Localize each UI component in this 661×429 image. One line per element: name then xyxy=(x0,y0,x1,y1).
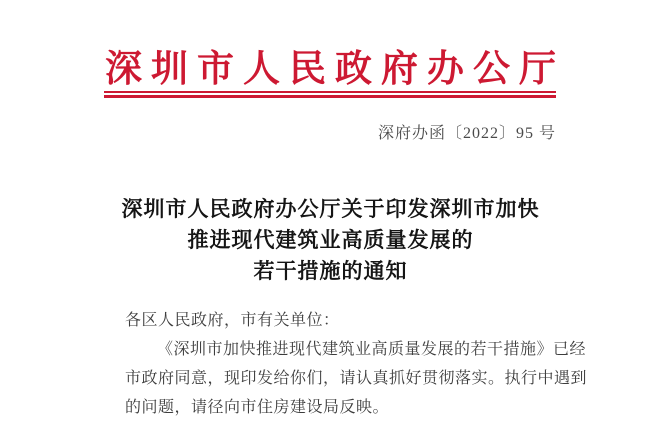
body-line: 市政府同意，现印发给你们，请认真抓好贯彻落实。执行中遇到 xyxy=(125,370,588,387)
doc-number: 深府办函〔2022〕95 号 xyxy=(377,125,556,142)
body-line: 《深圳市加快推进现代建筑业高质量发展的若干措施》已经 xyxy=(157,341,587,358)
body-paragraphs xyxy=(125,306,587,422)
document-title xyxy=(0,194,661,287)
title-line-2: 推进现代建筑业高质量发展的 xyxy=(187,228,474,252)
title-line-1: 深圳市人民政府办公厅关于印发深圳市加快 xyxy=(121,197,540,221)
body-line: 的问题，请径向市住房建设局反映。 xyxy=(125,399,390,416)
red-separator-line xyxy=(104,91,556,98)
salutation-line: 各区人民政府，市有关单位： xyxy=(125,312,340,329)
org-header-title: 深圳市人民政府办公厅 xyxy=(105,49,565,90)
title-line-3: 若干措施的通知 xyxy=(253,259,408,283)
